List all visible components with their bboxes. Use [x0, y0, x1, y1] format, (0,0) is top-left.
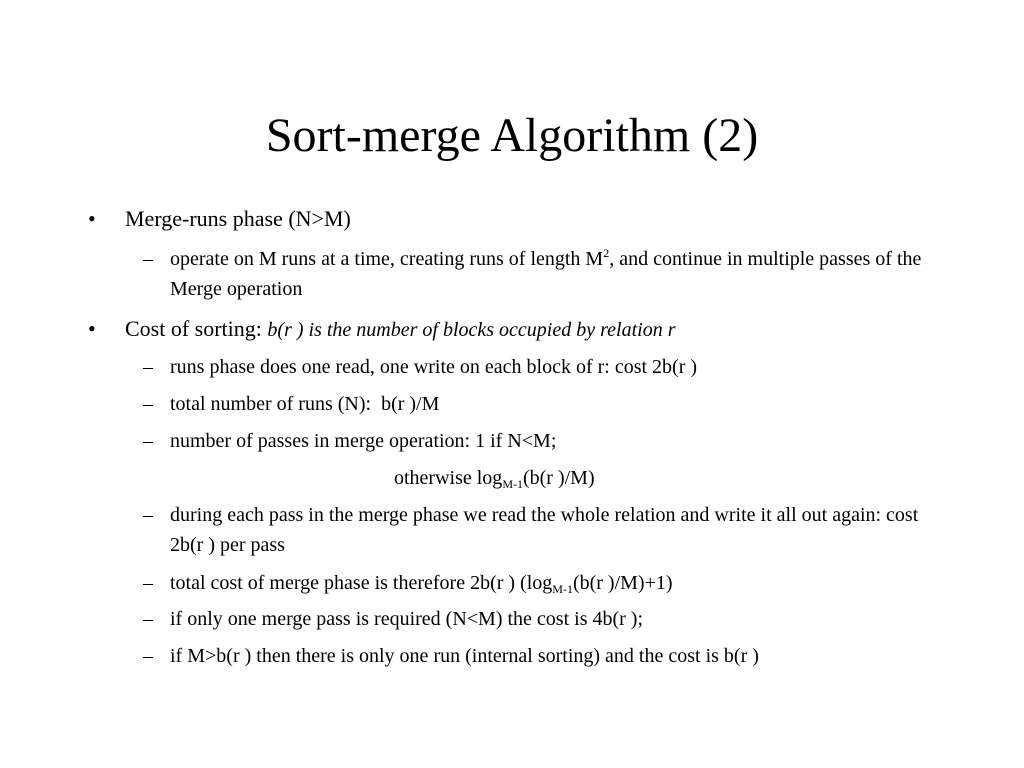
- dash-mark: –: [143, 504, 153, 526]
- dash-mark: –: [143, 572, 153, 594]
- sub-number-of-passes-continued: otherwise $\log_{M-1}(b(r$ )/M): [394, 467, 595, 491]
- bullet-text: Cost of sorting: b(r ) is the number of blocks occupied by relation r: [125, 316, 676, 341]
- bullet-text: Merge-runs phase (N>M): [125, 206, 351, 231]
- dash-mark: –: [143, 248, 153, 270]
- sub-text: number of passes in merge operation: 1 if N<M;: [170, 430, 557, 452]
- sub-text: total cost of merge phase is therefore 2b(r ) ($\log_{M-1}(b(r$ )/M)+1): [170, 572, 673, 596]
- dash-mark: –: [143, 356, 153, 378]
- sub-text: if M>b(r ) then there is only one run (internal sorting) and the cost is b(r ): [170, 645, 759, 667]
- bullet-mark: •: [88, 206, 96, 231]
- dash-mark: –: [143, 645, 153, 667]
- sub-text: during each pass in the merge phase we read the whole relation and write it all out again: cost 2b(r ) per pass: [170, 504, 919, 556]
- slide-title: Sort-merge Algorithm (2): [265, 109, 759, 162]
- sub-text: runs phase does one read, one write on each block of r: cost 2b(r ): [170, 356, 698, 378]
- dash-mark: –: [143, 430, 153, 452]
- sub-text: total number of runs (N): b(r )/M: [170, 393, 440, 415]
- dash-mark: –: [143, 393, 153, 415]
- sub-text: operate on M runs at a time, creating runs of length $M^2$, and continue in multiple passes of the Merge operation: [170, 246, 922, 300]
- bullet-mark: •: [88, 316, 96, 341]
- sub-text: if only one merge pass is required (N<M) the cost is 4b(r );: [170, 608, 644, 630]
- italic-definition: b(r ) is the number of blocks occupied by relation r: [267, 319, 676, 341]
- dash-mark: –: [143, 608, 153, 630]
